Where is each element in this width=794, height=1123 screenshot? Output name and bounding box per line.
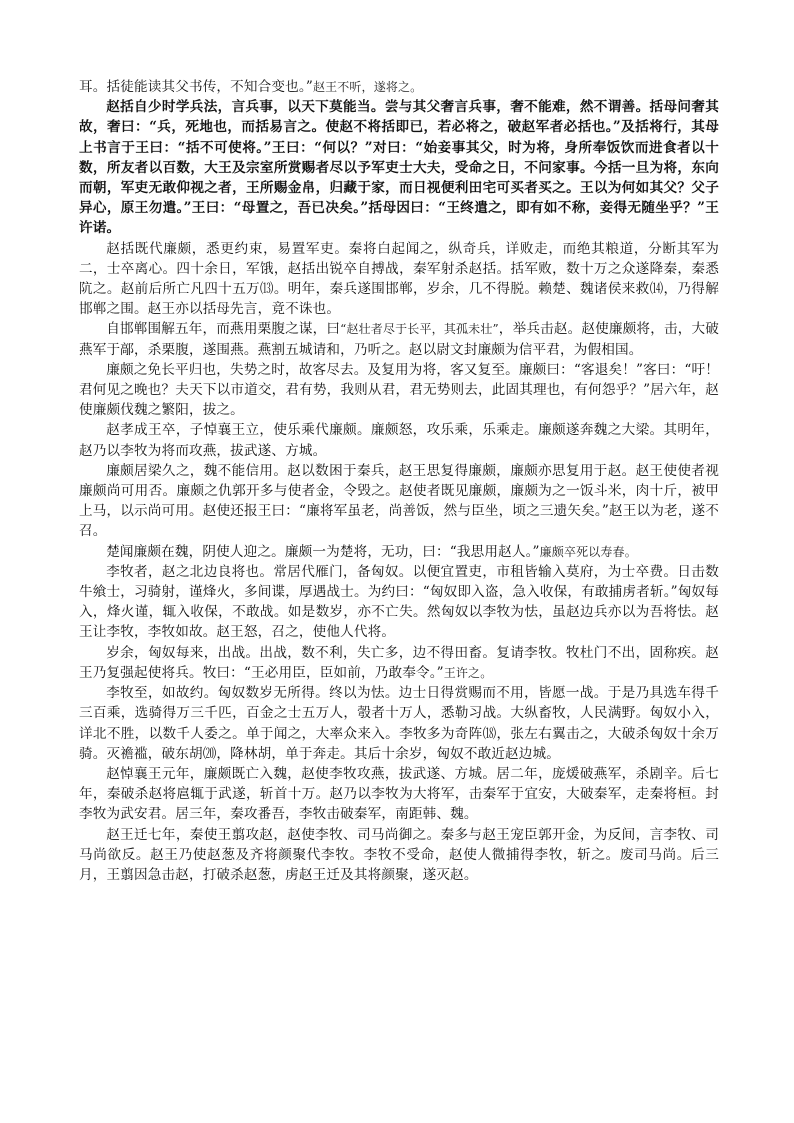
paragraph-4-text: 廉颇之免长平归也，失势之时，故客尽去。及复用为将，客又复至。廉颇曰：“客退矣！”客曰：“吁！君何见之晚也？夫天下以市道交，君有势，我则从君，君无势则去，此固其理也，有何怨乎？”居六年，赵使廉颇伐魏之繁阳，拔之。 [79, 361, 719, 419]
paragraph-7-text: 楚闻廉颇在魏，阴使人迎之。廉颇一为楚将，无功，曰：“我思用赵人。” [106, 543, 540, 560]
paragraph-10 [79, 683, 719, 764]
paragraph-3-note: “赵壮者尽于长平，其孤未壮” [340, 322, 499, 337]
paragraph-0-note: 赵王不听，遂将之。 [312, 80, 423, 94]
paragraph-5 [79, 420, 719, 460]
paragraph-6 [79, 461, 719, 542]
paragraph-12-text: 赵王迁七年，秦使王翦攻赵，赵使李牧、司马尚御之。秦多与赵王宠臣郭开金，为反间，言李牧、司马尚欲反。赵王乃使赵葱及齐将颜聚代李牧。李牧不受命，赵使人微捕得李牧，斩之。废司马尚。后三月，王翦因急击赵，打破杀赵葱，虏赵王迁及其将颜聚，遂灭赵。 [79, 826, 719, 883]
paragraph-5-text: 赵孝成王卒，子悼襄王立，使乐乘代廉颇。廉颇怒，攻乐乘，乐乘走。廉颇遂奔魏之大梁。其明年，赵乃以李牧为将而攻燕，拔武遂、方城。 [79, 422, 719, 459]
paragraph-1-text: 赵括自少时学兵法，言兵事，以天下莫能当。尝与其父奢言兵事，奢不能难，然不谓善。括母问奢其故，奢曰：“兵，死地也，而括易言之。使赵不将括即已，若必将之，破赵军者必括也。”及括将行，其母上书言于王曰：“括不可使将。”王曰：“何以？”对曰：“始妾事其父，时为将，身所奉饭饮而进食者以十数，所友者以百数，大王及宗室所赏赐者尽以予军吏士大夫，受命之日，不问家事。今括一旦为将，东向而朝，军吏无敢仰视之者，王所赐金帛，归藏于家，而日视便利田宅可买者买之。王以为何如其父？父子异心，原王勿遣。”王曰：“母置之，吾已决矣。”括母因曰：“王终遣之，即有如不称，妾得无随坐乎？”王许诺。 [79, 99, 719, 237]
paragraph-0 [79, 77, 719, 97]
paragraph-3 [79, 319, 719, 359]
paragraph-2 [79, 239, 719, 320]
paragraph-3-text-after: ，举兵击赵。赵使廉颇将，击，大破燕军于鄗，杀栗腹，遂围燕。燕割五城请和，乃听之。赵以尉文封廉颇为信平君，为假相国。 [79, 321, 719, 358]
paragraph-0-text: 耳。括徒能读其父书传，不知合变也。” [79, 79, 313, 95]
paragraph-3-text: 自邯郸围解五年，而燕用栗腹之谋，曰 [106, 321, 341, 338]
paragraph-6-text: 廉颇居梁久之，魏不能信用。赵以数困于秦兵，赵王思复得廉颇，廉颇亦思复用于赵。赵王使使者视廉颇尚可用否。廉颇之仇郭开多与使者金，令毁之。赵使者既见廉颇，廉颇为之一饭斗米，肉十斤，被甲上马，以示尚可用。赵使还报王曰：“廉将军虽老，尚善饭，然与臣坐，顷之三遗矢矣。”赵王以为老，遂不召。 [79, 462, 719, 540]
paragraph-11-text: 赵悼襄王元年，廉颇既亡入魏，赵使李牧攻燕，拔武遂、方城。居二年，庞煖破燕军，杀剧辛。后七年，秦破杀赵将扈辄于武遂，斩首十万。赵乃以李牧为大将军，击秦军于宜安，大破秦军，走秦将桓。封李牧为武安君。居三年，秦攻番吾，李牧击破秦军，南距韩、魏。 [79, 765, 719, 823]
paragraph-10-text: 李牧至，如故约。匈奴数岁无所得。终以为怯。边士日得赏赐而不用，皆愿一战。于是乃具选车得千三百乘，选骑得万三千匹，百金之士五万人，彀者十万人，悉勒习战。大纵畜牧，人民满野。匈奴小入，详北不胜，以数千人委之。单于闻之，大率众来入。李牧多为奇阵⒅，张左右翼击之，大破杀匈奴十余万骑。灭襜褴，破东胡⒇，降林胡，单于奔走。其后十余岁，匈奴不敢近赵边城。 [79, 685, 719, 762]
paragraph-4 [79, 360, 719, 421]
paragraph-9-note: 王许之。 [443, 665, 493, 680]
paragraph-7 [79, 542, 719, 562]
paragraph-12 [79, 825, 719, 886]
document-page [79, 77, 719, 885]
paragraph-8-text: 李牧者，赵之北边良将也。常居代雁门，备匈奴。以便宜置吏，市租皆输入莫府，为士卒费。日击数牛飨士，习骑射，谨烽火，多间谍，厚遇战士。为约曰：“匈奴即入盗，急入收保，有敢捕虏者斩。”匈奴每入，烽火谨，辄入收保，不敢战。如是数岁，亦不亡失。然匈奴以李牧为怯，虽赵边兵亦以为吾将怯。赵王让李牧，李牧如故。赵王怒，召之，使他人代将。 [79, 563, 719, 641]
paragraph-9 [79, 643, 719, 683]
paragraph-2-text: 赵括既代廉颇，悉更约束，易置军吏。秦将白起闻之，纵奇兵，详败走，而绝其粮道，分断其军为二，士卒离心。四十余日，军饿，赵括出锐卒自搏战，秦军射杀赵括。括军败，数十万之众遂降秦，秦悉阬之。赵前后所亡凡四十五万⒀。明年，秦兵遂围邯郸，岁余，几不得脱。赖楚、魏诸侯来救⒁，乃得解邯郸之围。赵王亦以括母先言，竟不诛也。 [79, 240, 719, 318]
paragraph-11 [79, 764, 719, 825]
paragraph-9-text: 岁余，匈奴每来，出战。出战，数不利，失亡多，边不得田畜。复请李牧。牧杜门不出，固称疾。赵王乃复强起使将兵。牧曰：“王必用臣，臣如前，乃敢奉令。” [79, 644, 719, 681]
paragraph-1 [79, 97, 719, 238]
paragraph-7-note: 廉颇卒死以寿春。 [539, 544, 637, 559]
paragraph-8 [79, 562, 719, 643]
